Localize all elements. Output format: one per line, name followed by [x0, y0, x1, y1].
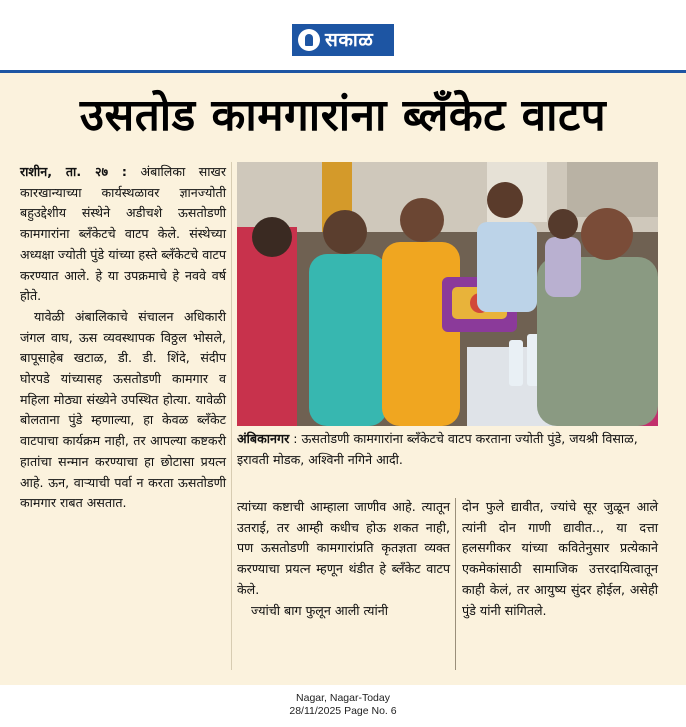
caption-place: अंबिकानगर: [237, 431, 290, 446]
masthead: [0, 0, 686, 72]
photo-caption: [237, 428, 658, 470]
sakal-emblem-icon: [298, 29, 320, 51]
paragraph-2: यावेळी अंबालिकाचे संचालन अधिकारी जंगल वाघ, ऊस व्यवस्थापक विठ्ठल भोसले, बापूसाहेब खटाळ, डी. डी. शिंदे, संदीप घोरपडे यांच्यासह ऊसतोडणी कामगार व महिला मोठ्या संख्येने उपस्थित होत्या. यावेळी बोलताना पुंडे म्हणाल्या, हा केवळ ब्लँकेट वाटपाचा कार्यक्रम नाही, तर आपल्या कष्टकरी हातांचा सन्मान करण्याचा हा छोटासा प्रयत्न आहे. ऊन, वाऱ्याची पर्वा न करता ऊसतोडणी कामगार राबत असतात.: [20, 308, 226, 511]
caption-text: : ऊसतोडणी कामगारांना ब्लँकेटचे वाटप करताना ज्योती पुंडे, जयश्री विसाळ, इरावती मोडक, अश्विनी नगिने आदी.: [237, 431, 638, 467]
paragraph-1-text: अंबालिका साखर कारखान्याच्या कार्यस्थळावर ज्ञानज्योती बहुउद्देशीय संस्थेने अडीचशे ऊसतोडणी कामगारांना ब्लँकेटचे वाटप केले. संस्थेच्या अध्यक्षा ज्योती पुंडे यांच्या हस्ते ब्लँकेटचे वाटप करण्यात आले. हे या उपक्रमाचे हे नववे वर्ष होते.: [20, 164, 226, 304]
logo-text: सकाळ: [325, 29, 374, 51]
paragraph-5: दोन फुले द्यावीत, ज्यांचे सूर जुळून आले त्यांनी दोन गाणी द्यावीत.., या दत्ता हलसगीकर यांच्या कवितेनुसार प्रत्येकाने एकमेकांसाठी सामाजिक उत्तरदायित्वातून काही केलं, तर आयुष्य सुंदर होईल, असेही पुंडे यांनी सांगितले.: [462, 499, 658, 618]
dateline: राशीन, ता. २७ :: [20, 164, 127, 179]
article-column-middle: [237, 497, 450, 621]
date-page-label: 28/11/2025 Page No. 6: [289, 705, 397, 717]
page-footer: [0, 692, 686, 718]
article-column-right: [462, 497, 658, 621]
article-headline: उसतोड कामगारांना ब्लँकेट वाटप: [79, 90, 607, 141]
paragraph-intro: [20, 162, 226, 307]
paragraph-4: ज्यांची बाग फुलून आली त्यांनी: [251, 602, 388, 618]
photo-illustration: [237, 162, 658, 426]
column-divider-right: [455, 498, 456, 670]
sakal-logo: [292, 24, 394, 56]
paragraph-3: त्यांच्या कष्टाची आम्हाला जाणीव आहे. त्यातून उतराई, तर आम्ही कधीच होऊ शकत नाही, पण ऊसतोडणी कामगारांप्रति कृतज्ञता व्यक्त करण्याचा प्रयत्न म्हणून थंडीत हे ब्लँकेट वाटप केले.: [237, 499, 450, 597]
article-column-left: [20, 162, 226, 514]
column-divider-left: [231, 162, 232, 670]
edition-label: Nagar, Nagar-Today: [296, 692, 390, 704]
article-photo: [237, 162, 658, 426]
